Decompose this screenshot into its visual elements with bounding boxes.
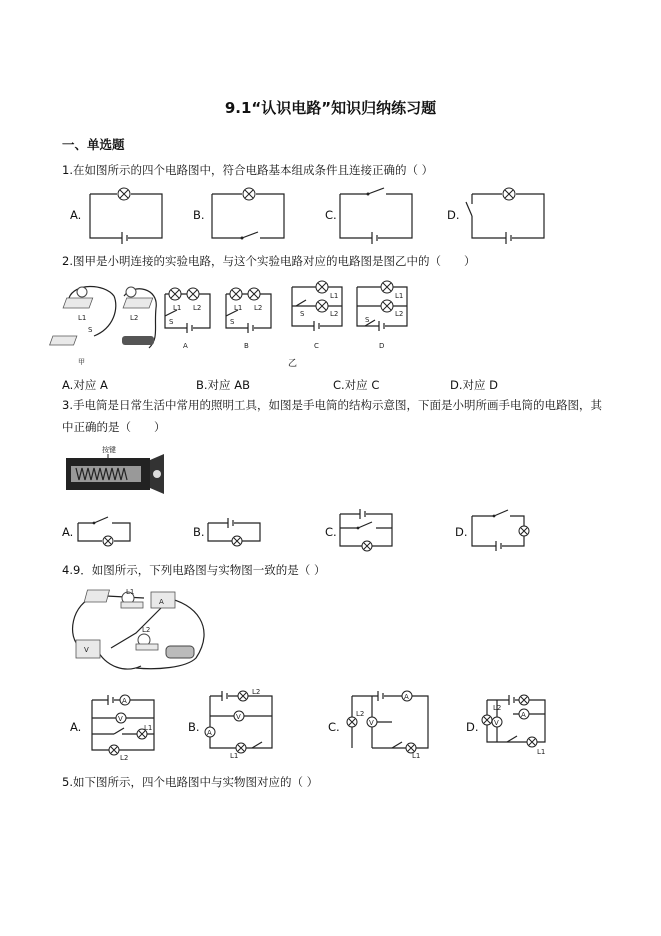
q4-d-l2: L2 — [493, 704, 502, 712]
q2-b-l2: L2 — [254, 304, 263, 312]
q4-b-l2: L2 — [252, 688, 261, 696]
q4-b-l1: L1 — [230, 752, 239, 760]
q2-c-label: C — [314, 342, 319, 350]
q1-circuit-a — [90, 186, 165, 241]
q4-phys-l1: L1 — [126, 588, 135, 596]
q4-b-ammeter: A — [207, 729, 212, 737]
q4-option-b-label: B. — [188, 720, 200, 734]
q4-option-d-label: D. — [466, 720, 479, 734]
q4-d-l1: L1 — [537, 748, 546, 756]
q1-option-d-label: D. — [447, 208, 460, 222]
q3-option-a-label: A. — [62, 525, 74, 539]
q4-b-voltmeter: V — [236, 713, 241, 721]
q4-option-a-label: A. — [70, 720, 82, 734]
q2-jia-l1: L1 — [78, 314, 87, 322]
q2-c-l2: L2 — [330, 310, 339, 318]
q3-option-c-label: C. — [325, 525, 337, 539]
q4-d-ammeter: A — [521, 711, 526, 719]
q2-b-label: B — [244, 342, 249, 350]
q3-circuit-b — [208, 517, 268, 547]
q3-flashlight-diagram — [64, 446, 169, 496]
q3-option-d-label: D. — [455, 525, 468, 539]
q4-phys-v: V — [84, 646, 89, 654]
q2-circuit-a — [165, 288, 225, 358]
q1-option-c-label: C. — [325, 208, 337, 222]
q2-option-c: C.对应 C — [333, 378, 380, 392]
q2-a-label: A — [183, 342, 188, 350]
q2-figure-jia-photo — [64, 278, 164, 368]
q4-a-l1: L1 — [144, 724, 153, 732]
q2-b-s: S — [230, 318, 235, 326]
q2-a-s: S — [169, 318, 174, 326]
q2-jia-label: 甲 — [78, 358, 85, 366]
q2-circuit-c — [292, 282, 352, 362]
q4-option-c-label: C. — [328, 720, 340, 734]
q3-option-b-label: B. — [193, 525, 205, 539]
q2-a-l1: L1 — [173, 304, 182, 312]
q1-option-b-label: B. — [193, 208, 205, 222]
q1-circuit-c — [340, 186, 415, 241]
q4-a-l2: L2 — [120, 754, 129, 762]
q4-c-l2: L2 — [356, 710, 365, 718]
q4-circuit-a — [92, 692, 157, 762]
q4-c-voltmeter: V — [369, 719, 374, 727]
q4-phys-l2: L2 — [142, 626, 151, 634]
q2-d-l2: L2 — [395, 310, 404, 318]
q4-circuit-d — [487, 692, 552, 762]
q2-option-b: B.对应 AB — [196, 378, 250, 392]
q2-circuit-b — [226, 288, 286, 358]
q3-circuit-a — [78, 517, 138, 547]
q2-c-l1: L1 — [330, 292, 339, 300]
q4-a-voltmeter: V — [118, 715, 123, 723]
q4-physical-diagram — [66, 588, 211, 678]
question-2-text: 2.图甲是小明连接的实验电路，与这个实验电路对应的电路图是图乙中的（ ） — [62, 254, 476, 268]
q4-circuit-b — [207, 688, 275, 760]
q2-b-l1: L1 — [234, 304, 243, 312]
question-5-text: 5.如下图所示，四个电路图中与实物图对应的（ ） — [62, 775, 319, 789]
q2-option-a: A.对应 A — [62, 378, 108, 392]
q4-d-voltmeter: V — [494, 719, 499, 727]
q2-d-l1: L1 — [395, 292, 404, 300]
q4-circuit-c — [350, 690, 430, 760]
question-3-text: 3.手电筒是日常生活中常用的照明工具，如图是手电筒的结构示意图，下面是小明所画手电筒的电路图，其中正确的是（ ） — [62, 398, 602, 434]
q2-option-d: D.对应 D — [450, 378, 499, 392]
q2-a-l2: L2 — [193, 304, 202, 312]
q3-circuit-d — [472, 512, 532, 552]
q2-d-s: S — [365, 316, 370, 324]
q2-circuit-d — [357, 282, 417, 362]
q1-circuit-d — [472, 186, 547, 241]
q2-jia-l2: L2 — [130, 314, 139, 322]
q3-circuit-c — [340, 510, 400, 550]
q4-a-ammeter: A — [122, 697, 127, 705]
page-title: 9.1“认识电路”知识归纳练习题 — [224, 99, 437, 117]
question-1-text: 1.在如图所示的四个电路图中，符合电路基本组成条件且连接正确的（ ） — [62, 163, 434, 177]
q1-circuit-b — [212, 186, 287, 241]
q2-jia-s: S — [88, 326, 93, 334]
question-4-text: 4.9．如图所示，下列电路图与实物图一致的是（ ） — [62, 563, 326, 577]
section-heading: 一、单选题 — [62, 137, 125, 152]
q3-button-label: 按键 — [102, 446, 116, 454]
q2-c-s: S — [300, 310, 305, 318]
q4-c-l1: L1 — [412, 752, 421, 760]
q2-figure-yi-label: 乙 — [288, 359, 298, 369]
q1-option-a-label: A. — [70, 208, 82, 222]
q2-d-label: D — [379, 342, 385, 350]
q4-phys-a: A — [159, 598, 164, 606]
q4-c-ammeter: A — [404, 693, 409, 701]
